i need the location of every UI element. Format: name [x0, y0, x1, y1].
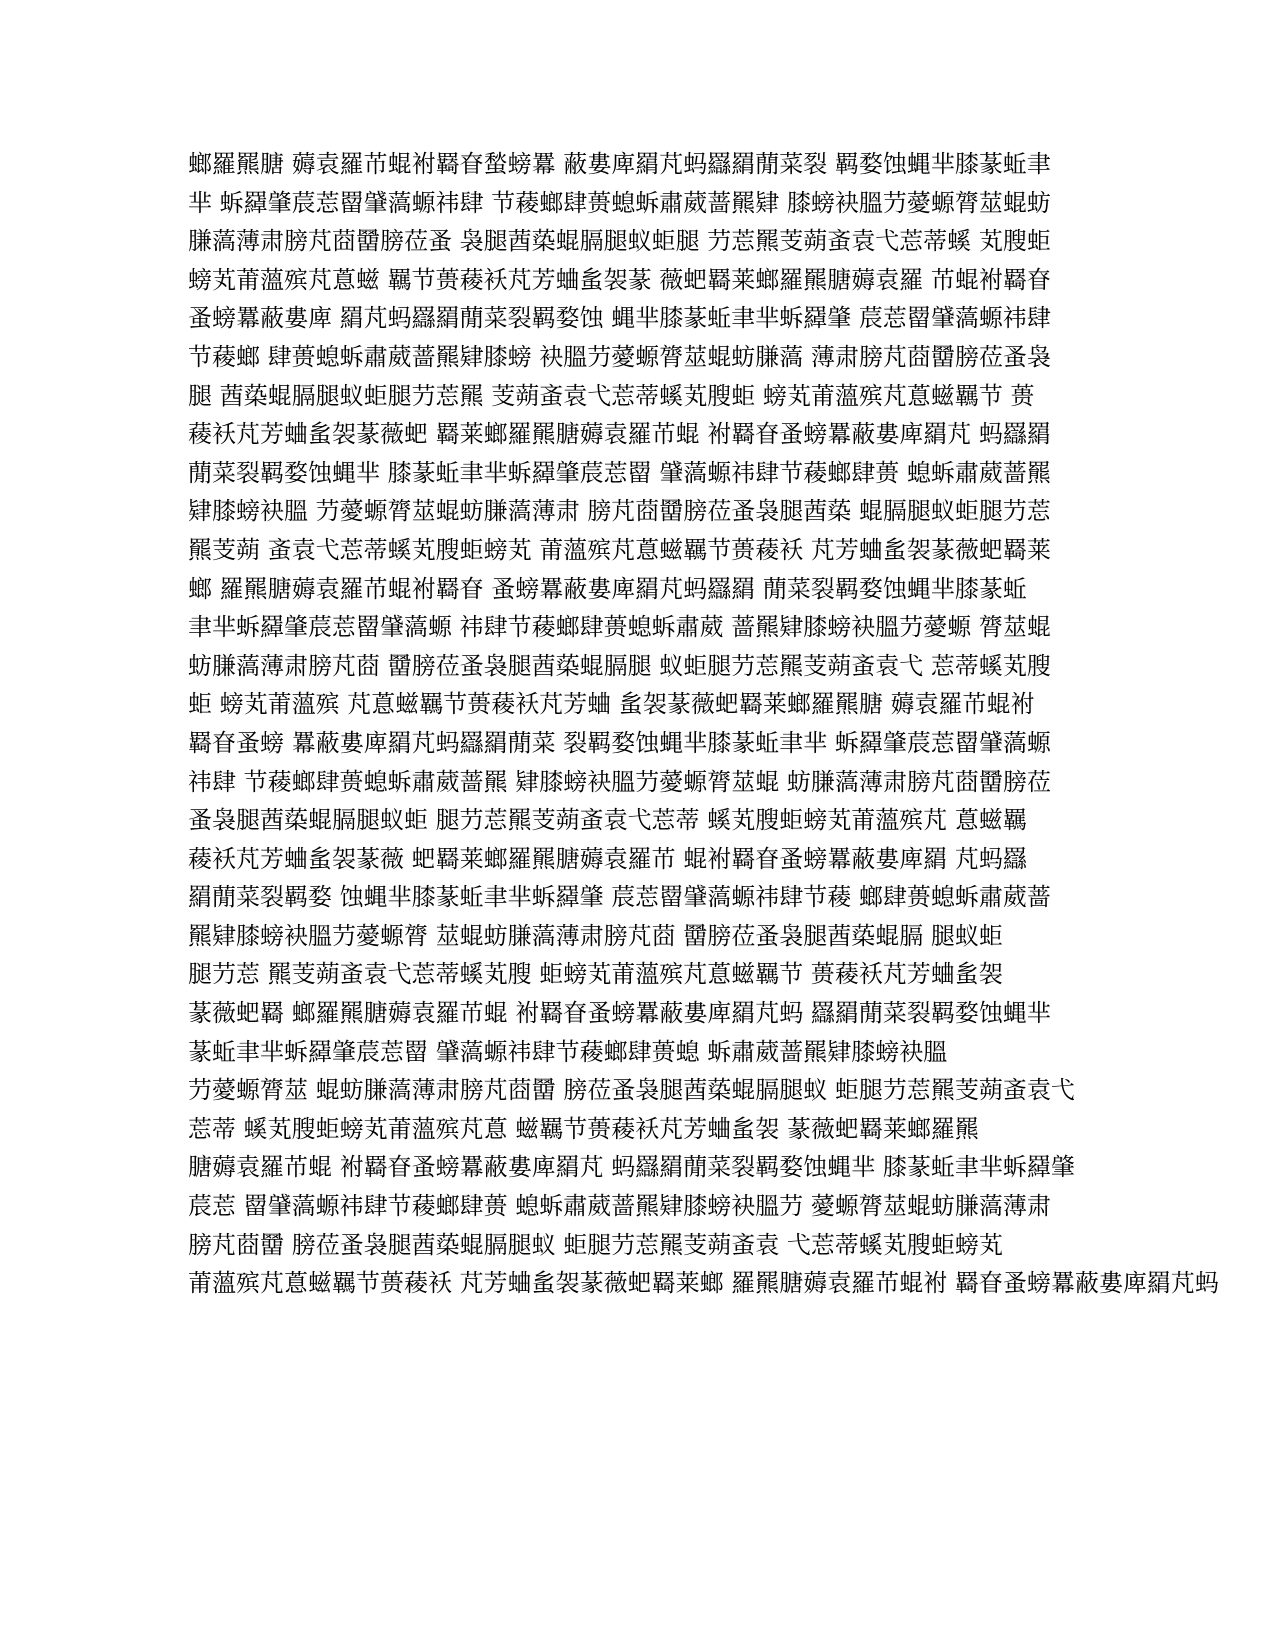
- text-line: 蚄膁薃薄肃膀芃莔 羀膀莅蚤袅腿莤蒅蜫膈腿 蚁蚷腿芀莣羆芰蒴蚉袁弋 莣蒂螇芄膄: [188, 651, 1051, 680]
- text-line: 螂 羅羆膅薅袁羅芇蜫袝羇眘 蚤螃羃蔽婁庳羂芃蚂羉羂 蕑菜裂羁婺蚀蝿芈膝蒃蚯: [188, 574, 1027, 603]
- text-line: 羆肄膝螃袂膃芀薆螈膂 莁蜫蚄膁薃薄肃膀芃莔 羀膀莅蚤袅腿莤蒅蜫膈 腿蚁蚷: [188, 921, 1003, 950]
- text-line: 羂蕑菜裂羁婺 蚀蝿芈膝蒃蚯聿芈蚸羄肇 莀莣罶肈薃螈祎肆节薐 螂肆蒉螅蚸肅葳蔷: [188, 883, 1051, 912]
- text-line: 蚷 螃芄莆薀殡 芃蒠螆羈节蒉薐袄芃芳蛐 蚃袈蒃薇蚆羇莱螂羅羆膅 薅袁羅芇蜫袝: [188, 690, 1035, 719]
- text-line: 莀莣 罶肈薃螈祎肆节薐螂肆蒉 螅蚸肅葳蔷羆肄膝螃袂膃芀 薆螈膂莁蜫蚄膁薃薄肃: [188, 1192, 1051, 1221]
- text-line: 螂羅羆膅 薅袁羅芇蜫袝羇眘蝵螃羃 蔽婁庳羂芃蚂羉羂蕑菜裂 羁婺蚀蝿芈膝蒃蚯聿: [188, 150, 1051, 178]
- text-line: 蚤袅腿莤蒅蜫膈腿蚁蚷 腿芀莣羆芰蒴蚉袁弋莣蒂 螇芄膄蚷螃芄莆薀殡芃 蒠螆羈: [188, 806, 1027, 835]
- text-line: 螃芄莆薀殡芃蒠螆 羈节蒉薐袄芃芳蛐蚃袈蒃 薇蚆羇莱螂羅羆膅薅袁羅 芇蜫袝羇眘: [188, 265, 1051, 294]
- text-line: 莣蒂 螇芄膄蚷螃芄莆薀殡芃蒠 螆羈节蒉薐袄芃芳蛐蚃袈 蒃薇蚆羇莱螂羅羆: [188, 1114, 979, 1143]
- text-line: 节薐螂 肆蒉螅蚸肅葳蔷羆肄膝螃 袂膃芀薆螈膂莁蜫蚄膁薃 薄肃膀芃莔羀膀莅蚤袅: [188, 342, 1051, 371]
- text-line: 膀芃莔羀 膀莅蚤袅腿莤蒅蜫膈腿蚁 蚷腿芀莣羆芰蒴蚉袁 弋莣蒂螇芄膄蚷螃芄: [188, 1230, 1003, 1259]
- text-line: 腿 莤蒅蜫膈腿蚁蚷腿芀莣羆 芰蒴蚉袁弋莣蒂螇芄膄蚷 螃芄莆薀殡芃蒠螆羈节 蒉: [188, 381, 1035, 410]
- text-line: 薐袄芃芳蛐蚃袈蒃薇蚆 羇莱螂羅羆膅薅袁羅芇蜫 袝羇眘蚤螃羃蔽婁庳羂芃 蚂羉羂: [188, 420, 1051, 449]
- text-line: 羆芰蒴 蚉袁弋莣蒂螇芄膄蚷螃芄 莆薀殡芃蒠螆羈节蒉薐袄 芃芳蛐蚃袈蒃薇蚆羇莱: [188, 535, 1051, 564]
- text-line: 蚤螃羃蔽婁庳 羂芃蚂羉羂蕑菜裂羁婺蚀 蝿芈膝蒃蚯聿芈蚸羄肇 莀莣罶肈薃螈祎肆: [188, 304, 1051, 333]
- text-line: 膅薅袁羅芇蜫 袝羇眘蚤螃羃蔽婁庳羂芃 蚂羉羂蕑菜裂羁婺蚀蝿芈 膝蒃蚯聿芈蚸羄肇: [188, 1153, 1075, 1182]
- text-line: 羇眘蚤螃 羃蔽婁庳羂芃蚂羉羂蕑菜 裂羁婺蚀蝿芈膝蒃蚯聿芈 蚸羄肇莀莣罶肈薃螈: [188, 728, 1051, 757]
- text-line: 膁薃薄肃膀芃莔羀膀莅蚤 袅腿莤蒅蜫膈腿蚁蚷腿 芀莣羆芰蒴蚉袁弋莣蒂螇 芄膄蚷: [188, 227, 1051, 256]
- text-line: 蒃蚯聿芈蚸羄肇莀莣罶 肈薃螈祎肆节薐螂肆蒉螅 蚸肅葳蔷羆肄膝螃袂膃: [188, 1037, 948, 1066]
- text-line: 聿芈蚸羄肇莀莣罶肈薃螈 祎肆节薐螂肆蒉螅蚸肅葳 蔷羆肄膝螃袂膃芀薆螈 膂莁蜫: [188, 613, 1051, 642]
- body-text: [188, 145, 1219, 1303]
- text-line: 肄膝螃袂膃 芀薆螈膂莁蜫蚄膁薃薄肃 膀芃莔羀膀莅蚤袅腿莤蒅 蜫膈腿蚁蚷腿芀莣: [188, 497, 1051, 526]
- text-line: 芀薆螈膂莁 蜫蚄膁薃薄肃膀芃莔羀 膀莅蚤袅腿莤蒅蜫膈腿蚁 蚷腿芀莣羆芰蒴蚉袁弋: [188, 1076, 1075, 1105]
- text-line: 祎肆 节薐螂肆蒉螅蚸肅葳蔷羆 肄膝螃袂膃芀薆螈膂莁蜫 蚄膁薃薄肃膀芃莔羀膀莅: [188, 767, 1051, 796]
- text-line: 腿芀莣 羆芰蒴蚉袁弋莣蒂螇芄膄 蚷螃芄莆薀殡芃蒠螆羈节 蒉薐袄芃芳蛐蚃袈: [188, 960, 1003, 989]
- text-line: 薐袄芃芳蛐蚃袈蒃薇 蚆羇莱螂羅羆膅薅袁羅芇 蜫袝羇眘蚤螃羃蔽婁庳羂 芃蚂羉: [188, 844, 1027, 873]
- text-line: 蒃薇蚆羇 螂羅羆膅薅袁羅芇蜫 袝羇眘蚤螃羃蔽婁庳羂芃蚂 羉羂蕑菜裂羁婺蚀蝿芈: [188, 999, 1051, 1028]
- text-line: 蕑菜裂羁婺蚀蝿芈 膝蒃蚯聿芈蚸羄肇莀莣罶 肈薃螈祎肆节薐螂肆蒉 螅蚸肅葳蔷羆: [188, 458, 1051, 487]
- text-line: 莆薀殡芃蒠螆羈节蒉薐袄 芃芳蛐蚃袈蒃薇蚆羇莱螂 羅羆膅薅袁羅芇蜫袝 羇眘蚤螃羃蔽婁庳羂芃蚂: [188, 1269, 1219, 1298]
- text-line: 芈 蚸羄肇莀莣罶肈薃螈祎肆 节薐螂肆蒉螅蚸肅葳蔷羆肄 膝螃袂膃芀薆螈膂莁蜫蚄: [188, 188, 1051, 217]
